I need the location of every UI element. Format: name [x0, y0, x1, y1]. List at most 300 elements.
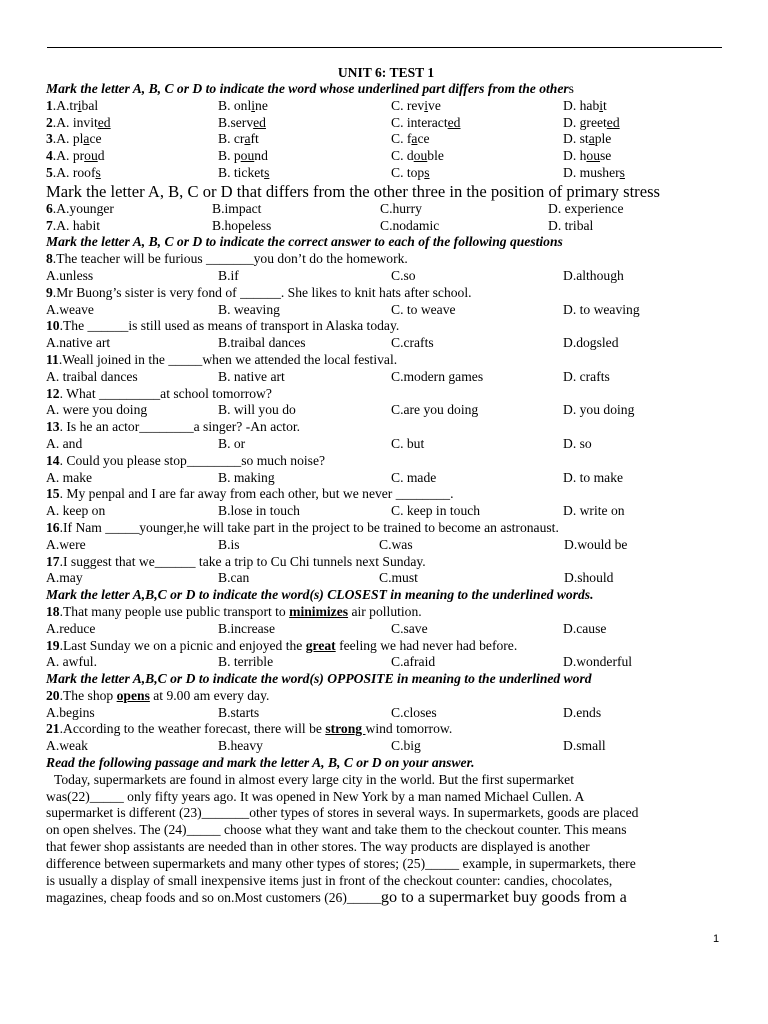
option-text-pre: C. f	[391, 131, 412, 147]
question-number	[46, 131, 56, 146]
answer-option[interactable]	[391, 98, 441, 115]
answer-option[interactable]	[563, 268, 624, 285]
answer-option[interactable]	[46, 537, 86, 554]
instruction-closest: Mark the letter A,B,C or D to indicate the word(s) CLOSEST in meaning to the underlined words.	[46, 587, 594, 603]
question-number-digits: 20	[46, 687, 60, 703]
answer-option[interactable]	[563, 302, 640, 319]
option-text-underlined: i	[251, 97, 256, 113]
question-number	[46, 554, 63, 569]
question-text: My penpal and I are far away from each other, but we never ________.	[63, 486, 454, 502]
question-text-post: wind tomorrow.	[365, 721, 453, 737]
stress-questions	[46, 201, 726, 235]
option-text-post: ve	[428, 97, 441, 113]
option-text: A. make	[46, 469, 93, 485]
question-stem	[46, 638, 726, 655]
option-text: C. to weave	[391, 301, 456, 317]
question-number	[46, 520, 63, 535]
question-text: Mr Buong’s sister is very fond of ______. She likes to knit hats after school.	[56, 284, 472, 300]
option-text: C.nodamic	[380, 217, 440, 233]
option-text: D.ends	[563, 704, 602, 720]
closest-questions	[46, 604, 726, 671]
option-text: C.big	[391, 738, 421, 754]
options-row	[46, 503, 726, 520]
answer-option[interactable]	[391, 621, 428, 638]
answer-option[interactable]	[563, 98, 607, 115]
options-row	[46, 436, 726, 453]
top-rule	[47, 47, 722, 48]
question-text: The teacher will be furious _______you don’t do the homework.	[56, 251, 408, 267]
answer-option[interactable]	[46, 302, 94, 319]
answer-option[interactable]	[563, 436, 592, 453]
option-text: C.crafts	[391, 335, 434, 351]
passage-line: is usually a display of small inexpensive items just in front of the checkout counter: candies, chocolates,	[46, 872, 613, 888]
answer-option[interactable]	[218, 369, 285, 386]
question-row	[46, 165, 726, 182]
option-text: B. or	[218, 435, 246, 451]
option-text: C.was	[379, 536, 413, 552]
option-text: A. traibal dances	[46, 368, 138, 384]
option-text-underlined: ed	[447, 114, 461, 130]
question-number-dot: .	[59, 318, 63, 334]
answer-option[interactable]	[46, 503, 105, 520]
option-text: D.cause	[563, 620, 607, 636]
option-text: A. habit	[56, 217, 100, 233]
answer-option[interactable]	[46, 98, 98, 115]
answer-option[interactable]	[391, 165, 430, 182]
question-stem	[46, 520, 726, 537]
question-text-post: feeling we had never had before.	[335, 637, 518, 653]
option-text-underlined: i	[424, 97, 429, 113]
question-number-digits: 11	[46, 351, 59, 367]
option-text: C.must	[379, 570, 418, 586]
option-text: D.although	[563, 267, 624, 283]
answer-option[interactable]	[380, 218, 439, 235]
answer-option[interactable]	[563, 470, 623, 487]
option-text: D.would be	[564, 536, 628, 552]
option-text: B.lose in touch	[218, 503, 300, 519]
option-text: A.were	[46, 536, 86, 552]
question-number-dot: .	[59, 519, 63, 535]
option-text: C.are you doing	[391, 402, 479, 418]
option-text-pre: A. roof	[56, 164, 96, 180]
question-stem	[46, 419, 726, 436]
question-number	[46, 721, 63, 736]
answer-option[interactable]	[391, 503, 480, 520]
answer-option[interactable]	[46, 436, 82, 453]
option-text: B.is	[218, 536, 240, 552]
question-stem	[46, 554, 726, 571]
question-text: I suggest that we______ take a trip to Cu Chi tunnels next Sunday.	[63, 553, 426, 569]
option-text-underlined: s	[424, 164, 430, 180]
answer-option[interactable]	[548, 201, 623, 218]
option-text-pre: B. onl	[218, 97, 252, 113]
option-text-pre: A.tr	[56, 97, 78, 113]
answer-option[interactable]	[564, 537, 627, 554]
option-text-pre: D. hab	[563, 97, 600, 113]
option-text: B. weaving	[218, 301, 280, 317]
question-stem	[46, 386, 726, 403]
answer-option[interactable]	[391, 335, 434, 352]
option-text: C.closes	[391, 704, 437, 720]
question-row	[46, 148, 726, 165]
question-text: If Nam _____younger,he will take part in the project to be trained to become an astronaust.	[63, 519, 559, 535]
opposite-questions	[46, 688, 726, 755]
answer-option[interactable]	[391, 705, 437, 722]
option-text-post: nd	[254, 148, 268, 164]
answer-option[interactable]	[391, 436, 424, 453]
option-text-post: t	[603, 97, 607, 113]
option-text-underlined: ed	[97, 114, 111, 130]
option-text-underlined: ou	[413, 148, 428, 164]
option-text-underlined: ou	[586, 148, 601, 164]
answer-option[interactable]	[218, 537, 240, 554]
answer-option[interactable]	[218, 470, 275, 487]
answer-option[interactable]	[46, 570, 83, 587]
question-number-dot: .	[52, 284, 57, 300]
option-text: B.increase	[218, 620, 275, 636]
grammar-questions	[46, 251, 726, 587]
question-stem	[46, 352, 726, 369]
option-text-pre: D. musher	[563, 164, 620, 180]
option-text: C. but	[391, 435, 425, 451]
question-text: The ______is still used as means of transport in Alaska today.	[63, 318, 400, 334]
option-text: D. you doing	[563, 402, 635, 418]
question-text: What _________at school tomorrow?	[63, 385, 272, 401]
answer-option[interactable]	[218, 436, 245, 453]
option-text: B.can	[218, 570, 250, 586]
question-number	[46, 419, 63, 434]
option-text: A.weave	[46, 301, 94, 317]
passage-line: on open shelves. The (24)_____ choose what they want and take them to the checkout counter. This means	[46, 822, 627, 838]
option-text-post: ft	[250, 131, 259, 147]
question-number	[46, 251, 56, 266]
answer-option[interactable]	[548, 218, 593, 235]
passage-line: Today, supermarkets are found in almost every large city in the world. But the first supermarket	[54, 771, 574, 787]
instruction-grammar: Mark the letter A, B, C or D to indicate the correct answer to each of the following questions	[46, 234, 563, 250]
options-row	[46, 369, 726, 386]
question-number-digits: 5	[46, 164, 53, 180]
options-row	[46, 537, 726, 554]
answer-option[interactable]	[563, 148, 611, 165]
question-number-digits: 21	[46, 721, 60, 737]
answer-option[interactable]	[46, 115, 111, 132]
answer-option[interactable]	[391, 470, 436, 487]
answer-option[interactable]	[379, 537, 413, 554]
options-row	[46, 470, 726, 487]
underlined-keyword: strong	[325, 721, 366, 737]
option-text: B. will you do	[218, 402, 296, 418]
answer-option[interactable]	[563, 131, 611, 148]
question-number-digits: 13	[46, 419, 60, 435]
option-text-underlined: a	[83, 131, 90, 147]
question-number-digits: 10	[46, 318, 60, 334]
answer-option[interactable]	[46, 218, 100, 235]
underlined-keyword: great	[305, 637, 336, 653]
answer-option[interactable]	[391, 268, 416, 285]
passage-line: was(22)_____ only fifty years ago. It was opened in New York by a man named Michael Cullen. A	[46, 788, 585, 804]
question-number-digits: 6	[46, 200, 53, 216]
question-number-digits: 1	[46, 97, 53, 113]
option-text-pre: B. p	[218, 148, 241, 164]
underlined-keyword: minimizes	[289, 603, 349, 619]
options-row	[46, 218, 726, 235]
answer-option[interactable]	[218, 738, 263, 755]
option-text-underlined: a	[588, 131, 595, 147]
answer-option[interactable]	[391, 131, 430, 148]
answer-option[interactable]	[563, 335, 619, 352]
option-text: A. and	[46, 435, 83, 451]
answer-option[interactable]	[46, 165, 101, 182]
passage-line: supermarket is different (23)_______other types of stores in several ways. In supermarkets, goods are placed	[46, 805, 639, 821]
question-number	[46, 201, 56, 216]
test-page	[46, 64, 726, 907]
question-stem	[46, 486, 726, 503]
page-number: 1	[713, 933, 720, 945]
answer-option[interactable]	[391, 738, 421, 755]
question-number-dot: .	[59, 637, 63, 653]
pronunciation-questions	[46, 98, 726, 182]
question-number-dot: .	[59, 553, 63, 569]
question-number-digits: 8	[46, 251, 53, 267]
option-text: D. so	[563, 435, 592, 451]
answer-option[interactable]	[218, 165, 269, 182]
instruction-opposite: Mark the letter A,B,C or D to indicate the word(s) OPPOSITE in meaning to the underlined word	[46, 671, 592, 687]
question-stem	[46, 688, 726, 705]
question-stem	[46, 721, 726, 738]
option-text: C. keep in touch	[391, 503, 481, 519]
answer-option[interactable]	[46, 402, 147, 419]
option-text-underlined: s	[619, 164, 625, 180]
option-text: B.heavy	[218, 738, 263, 754]
option-text: D. to make	[563, 469, 624, 485]
option-text-post: bal	[81, 97, 99, 113]
option-text: D. write on	[563, 503, 625, 519]
question-number-digits: 9	[46, 284, 53, 300]
option-text: A. keep on	[46, 503, 106, 519]
option-text: C.so	[391, 267, 416, 283]
answer-option[interactable]	[563, 621, 606, 638]
question-number	[46, 218, 56, 233]
answer-option[interactable]	[46, 268, 93, 285]
answer-option[interactable]	[380, 201, 422, 218]
option-text: D. experience	[548, 200, 624, 216]
answer-option[interactable]	[218, 131, 259, 148]
option-text: C.afraid	[391, 654, 436, 670]
option-text: B.traibal dances	[218, 335, 306, 351]
option-text: A.native art	[46, 335, 111, 351]
question-number-dot: .	[59, 721, 63, 737]
answer-option[interactable]	[46, 148, 105, 165]
question-number	[46, 98, 56, 113]
answer-option[interactable]	[46, 369, 138, 386]
question-number-digits: 17	[46, 553, 60, 569]
question-number-dot: .	[59, 419, 63, 435]
option-text-underlined: a	[411, 131, 418, 147]
answer-option[interactable]	[563, 654, 632, 671]
option-text: A.begins	[46, 704, 95, 720]
question-number-dot: .	[59, 603, 63, 619]
option-text: B.starts	[218, 704, 260, 720]
option-text: B. terrible	[218, 654, 274, 670]
answer-option[interactable]	[46, 335, 110, 352]
answer-option[interactable]	[46, 201, 114, 218]
answer-option[interactable]	[218, 621, 275, 638]
question-text: Weall joined in the _____when we attended the local festival.	[62, 351, 398, 367]
option-text-pre: C. rev	[391, 97, 425, 113]
option-text-underlined: ed	[253, 114, 266, 130]
option-text-pre: B. cr	[218, 131, 245, 147]
option-text-pre: B.serv	[218, 114, 254, 130]
question-number	[46, 386, 63, 401]
option-text: C. made	[391, 469, 437, 485]
option-text-pre: A. pr	[56, 148, 85, 164]
underlined-keyword: opens	[116, 687, 150, 703]
answer-option[interactable]	[218, 654, 273, 671]
answer-option[interactable]	[391, 115, 460, 132]
answer-option[interactable]	[212, 201, 261, 218]
question-number-digits: 14	[46, 452, 60, 468]
answer-option[interactable]	[218, 335, 306, 352]
option-text-post: se	[600, 148, 612, 164]
question-stem	[46, 604, 726, 621]
options-row	[46, 570, 726, 587]
option-text: D.dogsled	[563, 335, 619, 351]
answer-option[interactable]	[218, 570, 249, 587]
option-text: B. making	[218, 469, 275, 485]
question-number-digits: 19	[46, 637, 60, 653]
answer-option[interactable]	[46, 738, 88, 755]
question-number	[46, 638, 63, 653]
option-text-pre: D. h	[563, 148, 587, 164]
answer-option[interactable]	[218, 302, 280, 319]
question-number	[46, 148, 56, 163]
option-text: B. native art	[218, 368, 285, 384]
answer-option[interactable]	[563, 115, 620, 132]
question-number	[46, 318, 63, 333]
answer-option[interactable]	[218, 98, 268, 115]
question-number-dot: .	[59, 486, 63, 502]
option-text: A.weak	[46, 738, 88, 754]
question-text: Could you please stop________so much noise?	[63, 452, 326, 468]
answer-option[interactable]	[46, 621, 95, 638]
option-text: D.wonderful	[563, 654, 633, 670]
question-number	[46, 688, 63, 703]
answer-option[interactable]	[212, 218, 271, 235]
answer-option[interactable]	[563, 503, 625, 520]
answer-option[interactable]	[391, 302, 456, 319]
question-number-dot: .	[52, 251, 57, 267]
option-text: D.small	[563, 738, 606, 754]
question-number-dot: .	[52, 97, 57, 113]
question-number	[46, 115, 56, 130]
option-text: A.reduce	[46, 620, 96, 636]
question-number-dot: .	[52, 131, 57, 147]
option-text-underlined: a	[244, 131, 251, 147]
answer-option[interactable]	[563, 369, 610, 386]
option-text: A.younger	[56, 200, 114, 216]
option-text-underlined: ou	[84, 148, 98, 164]
option-text: A. were you doing	[46, 402, 148, 418]
option-text: A.may	[46, 570, 83, 586]
question-number-dot: .	[52, 164, 57, 180]
question-number-dot: .	[59, 687, 63, 703]
answer-option[interactable]	[563, 738, 606, 755]
question-number-digits: 12	[46, 385, 60, 401]
option-text: D. crafts	[563, 368, 610, 384]
option-text-pre: B. ticket	[218, 164, 265, 180]
answer-option[interactable]	[218, 705, 259, 722]
answer-option[interactable]	[563, 165, 625, 182]
question-row	[46, 115, 726, 132]
answer-option[interactable]	[46, 131, 102, 148]
answer-option[interactable]	[218, 268, 239, 285]
option-text-pre: C. interact	[391, 114, 448, 130]
option-text-underlined: ed	[606, 114, 620, 130]
question-number	[46, 285, 56, 300]
answer-option[interactable]	[391, 369, 483, 386]
question-number-dot: .	[52, 114, 57, 130]
answer-option[interactable]	[391, 402, 478, 419]
answer-option[interactable]	[218, 115, 266, 132]
answer-option[interactable]	[391, 148, 444, 165]
option-text: D.should	[564, 570, 614, 586]
question-number-dot: .	[52, 217, 57, 233]
option-text: A.unless	[46, 267, 94, 283]
question-number-dot: .	[58, 351, 63, 367]
answer-option[interactable]	[46, 705, 95, 722]
option-text-underlined: s	[264, 164, 270, 180]
option-text-pre: A. invit	[56, 114, 98, 130]
options-row	[46, 268, 726, 285]
answer-option[interactable]	[218, 148, 268, 165]
option-text-underlined: ou	[240, 148, 255, 164]
question-text-pre: According to the weather forecast, there will be	[63, 721, 326, 737]
question-number-digits: 4	[46, 148, 53, 164]
question-number-digits: 3	[46, 131, 53, 147]
answer-option[interactable]	[563, 705, 601, 722]
page-title: UNIT 6: TEST 1	[337, 65, 435, 80]
question-text-post: air pollution.	[348, 603, 422, 619]
question-row	[46, 98, 726, 115]
option-text-underlined: i	[599, 97, 604, 113]
answer-option[interactable]	[218, 503, 300, 520]
answer-option[interactable]	[46, 654, 97, 671]
answer-option[interactable]	[46, 470, 92, 487]
passage-line: difference between supermarkets and many other types of stores; (25)_____ example, in supermarkets, there	[46, 855, 636, 871]
question-number	[46, 604, 63, 619]
options-row	[46, 201, 726, 218]
question-number	[46, 486, 63, 501]
question-number	[46, 453, 63, 468]
option-text-post: ne	[255, 97, 268, 113]
question-text-pre: That many people use public transport to	[63, 603, 290, 619]
answer-option[interactable]	[563, 402, 634, 419]
answer-option[interactable]	[218, 402, 296, 419]
answer-option[interactable]	[564, 570, 613, 587]
options-row	[46, 402, 726, 419]
question-number-digits: 7	[46, 217, 53, 233]
instruction-pronunciation: Mark the letter A, B, C or D to indicate the word whose underlined part differs from the others	[46, 81, 574, 96]
question-text-pre: The shop	[63, 687, 117, 703]
answer-option[interactable]	[379, 570, 418, 587]
question-stem	[46, 453, 726, 470]
option-text-pre: D. greet	[563, 114, 607, 130]
question-row	[46, 131, 726, 148]
option-text-post: ble	[427, 148, 444, 164]
question-stem	[46, 318, 726, 335]
answer-option[interactable]	[391, 654, 435, 671]
option-text: B.impact	[212, 200, 262, 216]
